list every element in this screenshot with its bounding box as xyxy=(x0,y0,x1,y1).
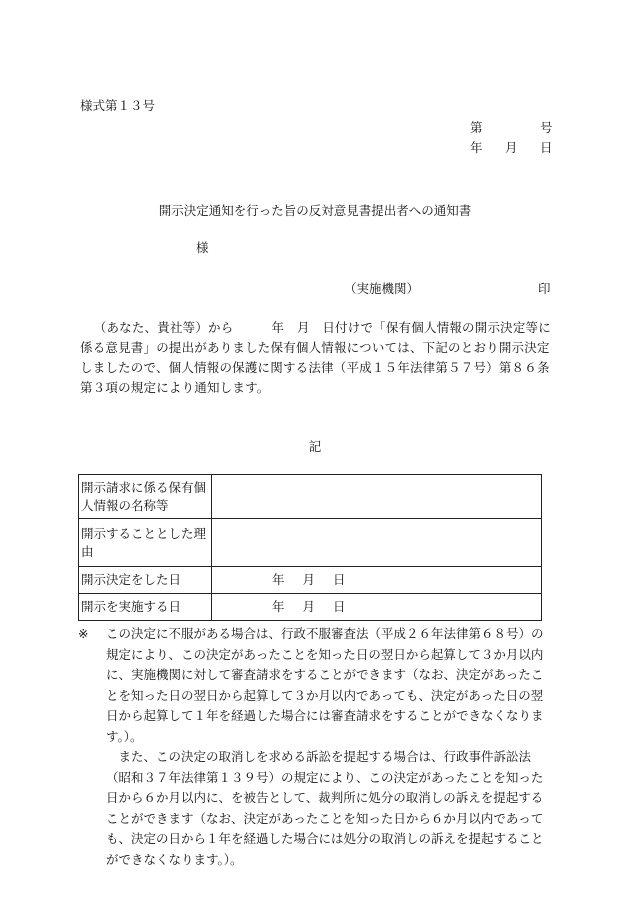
ref-prefix: 第 xyxy=(470,120,483,135)
table-row xyxy=(79,567,542,594)
note-objection xyxy=(78,624,554,747)
recipient-suffix: 様 xyxy=(196,240,209,255)
ki-heading: 記 xyxy=(308,439,322,454)
agency-label: （実施機関） xyxy=(344,281,420,296)
note-objection-text: この決定に不服がある場合は、行政不服審査法（平成２６年法律第６８号）の規定により、この決定があったことを知った日の翌日から起算して３か月以内に、実施機関に対して審査請求をすることができます（なお、決定があったことを知った日の翌日から起算して３か月以内であっても、決定があった日の翌日から起算して１年を経過した場合には審査請求をすることができなくなります。）。 xyxy=(106,626,544,744)
row-label: 開示請求に係る保有個人情報の名称等 xyxy=(79,475,212,519)
date-year: 年 xyxy=(272,572,285,587)
row-value xyxy=(212,594,542,621)
form-number: 様式第１３号 xyxy=(80,98,156,113)
date-month: 月 xyxy=(302,599,316,614)
seal-mark: 印 xyxy=(538,281,551,296)
date-day: 日 xyxy=(333,572,346,587)
row-label: 開示決定をした日 xyxy=(79,567,212,594)
issue-date-month: 月 xyxy=(505,140,518,155)
row-label: 開示を実施する日 xyxy=(79,594,212,621)
row-value xyxy=(212,567,542,594)
row-label: 開示することとした理由 xyxy=(79,519,212,567)
note-mark: ※ xyxy=(78,626,89,641)
issue-date-year: 年 xyxy=(470,140,483,155)
table-row xyxy=(79,475,542,519)
document-title: 開示決定通知を行った旨の反対意見書提出者への通知書 xyxy=(158,203,472,218)
date-month: 月 xyxy=(302,572,316,587)
date-day: 日 xyxy=(333,599,346,614)
note-lawsuit: また、この決定の取消しを求める訴訟を提起する場合は、行政事件訴訟法（昭和３７年法律第１３９号）の規定により、この決定があったことを知った日から６か月以内に、を被告として、裁判所に処分の取消しの訴えを提起することができます（なお、決定があったことを知った日から６か月以内であっても、決定の日から１年を経過した場合には処分の取消しの訴えを提起することができなくなります。）。 xyxy=(106,749,544,867)
table-row xyxy=(79,594,542,621)
table-row xyxy=(79,519,542,567)
row-value xyxy=(212,475,542,519)
ref-suffix: 号 xyxy=(540,120,553,135)
decision-info-table xyxy=(78,474,542,621)
date-year: 年 xyxy=(272,599,285,614)
body-paragraph: （あなた、貴社等）から 年 月 日付けで「保有個人情報の開示決定等に係る意見書」の提出がありました保有個人情報については、下記のとおり開示決定しましたので、個人情報の保護に関する法律（平成１５年法律第５７号）第８６条第３項の規定により通知します。 xyxy=(80,320,551,395)
issue-date-day: 日 xyxy=(540,140,553,155)
row-value xyxy=(212,519,542,567)
notes-section xyxy=(78,624,554,870)
